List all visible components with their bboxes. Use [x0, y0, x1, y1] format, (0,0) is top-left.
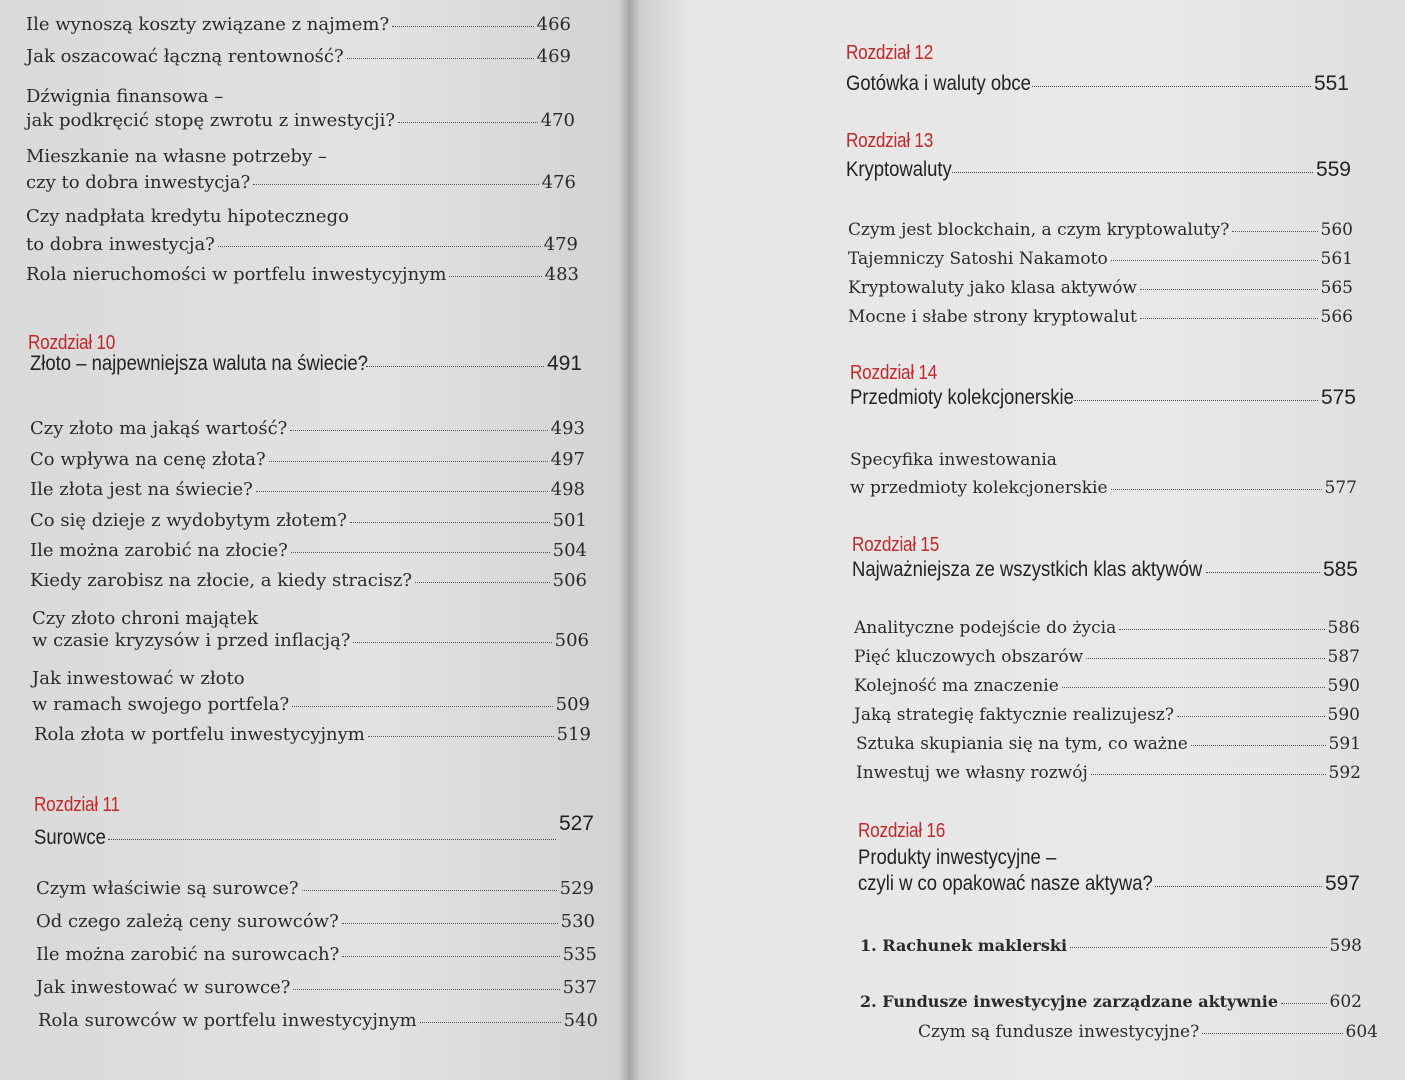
entry-title: Czym jest blockchain, a czym kryptowaluty? — [848, 220, 1230, 240]
entry-title: Ile można zarobić na złocie? — [30, 540, 288, 561]
entry-page: 598 — [1329, 936, 1362, 956]
entry-page: 483 — [544, 264, 579, 285]
chapter-page: 527 — [558, 812, 594, 835]
entry-title: Od czego zależą ceny surowców? — [36, 911, 339, 932]
toc-entry[interactable] — [32, 694, 590, 715]
entry-title: w ramach swojego portfela? — [32, 694, 290, 715]
entry-page: 602 — [1329, 992, 1362, 1012]
entry-title-line1: Dźwignia finansowa – — [26, 86, 224, 107]
entry-page: 530 — [560, 911, 595, 932]
entry-page: 537 — [562, 977, 597, 998]
book-gutter — [618, 0, 640, 1080]
toc-entry[interactable] — [850, 478, 1357, 498]
entry-title: Jak oszacować łączną rentowność? — [26, 46, 344, 67]
entry-page: 519 — [556, 724, 591, 745]
entry-page: 565 — [1320, 278, 1353, 298]
chapter-page: 559 — [1315, 158, 1351, 181]
toc-entry[interactable] — [38, 1010, 598, 1031]
chapter-page: 491 — [546, 352, 582, 375]
entry-page: 466 — [536, 14, 571, 35]
entry-page: 498 — [550, 479, 585, 500]
chapter-page: 575 — [1320, 386, 1356, 409]
toc-entry[interactable] — [848, 249, 1353, 269]
toc-entry[interactable] — [26, 264, 579, 285]
entry-title: Mocne i słabe strony kryptowalut — [848, 307, 1137, 327]
entry-title: Inwestuj we własny rozwój — [856, 763, 1088, 783]
toc-entry[interactable] — [860, 992, 1362, 1012]
toc-entry[interactable] — [848, 307, 1353, 327]
chapter-title-row[interactable] — [852, 558, 1358, 582]
entry-title: Co się dzieje z wydobytym złotem? — [30, 510, 347, 531]
chapter-label: Rozdział 11 — [34, 794, 120, 816]
toc-entry[interactable] — [854, 618, 1360, 638]
entry-page: 535 — [562, 944, 597, 965]
entry-title-line1: Czy złoto chroni majątek — [32, 608, 259, 629]
entry-title: Rola złota w portfelu inwestycyjnym — [34, 724, 365, 745]
entry-page: 587 — [1327, 647, 1360, 667]
chapter-title-row[interactable] — [846, 72, 1349, 96]
entry-page: 470 — [540, 110, 575, 131]
toc-entry[interactable] — [856, 763, 1361, 783]
entry-page: 497 — [550, 449, 585, 470]
toc-entry[interactable] — [848, 220, 1353, 240]
toc-entry[interactable] — [32, 630, 589, 651]
entry-page: 493 — [550, 418, 585, 439]
toc-entry[interactable] — [848, 278, 1353, 298]
entry-title: Kryptowaluty jako klasa aktywów — [848, 278, 1137, 298]
chapter-title: Złoto – najpewniejsza waluta na świecie? — [30, 352, 368, 375]
toc-entry[interactable] — [36, 878, 594, 899]
entry-title: Jaką strategię faktycznie realizujesz? — [854, 705, 1175, 725]
toc-entry[interactable] — [30, 479, 585, 500]
entry-title: Pięć kluczowych obszarów — [854, 647, 1084, 667]
chapter-title-row[interactable] — [30, 352, 582, 376]
toc-entry[interactable] — [26, 172, 576, 193]
toc-entry[interactable] — [36, 977, 597, 998]
entry-title-line1: Jak inwestować w złoto — [32, 668, 245, 689]
entry-title-line1: Specyfika inwestowania — [850, 450, 1057, 470]
entry-title-line1: Mieszkanie na własne potrzeby – — [26, 146, 327, 167]
toc-entry[interactable] — [854, 676, 1360, 696]
entry-title: Jak inwestować w surowce? — [36, 977, 291, 998]
toc-entry[interactable] — [854, 647, 1360, 667]
chapter-title-row[interactable] — [34, 812, 594, 849]
chapter-title: Przedmioty kolekcjonerskie — [850, 386, 1074, 409]
toc-entry[interactable] — [30, 510, 587, 531]
toc-entry[interactable] — [30, 418, 585, 439]
toc-entry[interactable] — [26, 110, 575, 131]
entry-page: 586 — [1327, 618, 1360, 638]
entry-page: 592 — [1328, 763, 1361, 783]
entry-title: Ile wynoszą koszty związane z najmem? — [26, 14, 390, 35]
entry-title: to dobra inwestycja? — [26, 234, 215, 255]
toc-entry[interactable] — [30, 449, 585, 470]
chapter-title: Kryptowaluty — [846, 158, 952, 181]
entry-title: Rola nieruchomości w portfelu inwestycyjnym — [26, 264, 447, 285]
chapter-label: Rozdział 15 — [852, 534, 940, 556]
toc-entry[interactable] — [36, 944, 597, 965]
entry-page: 529 — [559, 878, 594, 899]
chapter-title: Najważniejsza ze wszystkich klas aktywów — [852, 558, 1203, 581]
chapter-title-row[interactable] — [850, 386, 1356, 410]
toc-entry[interactable] — [860, 936, 1362, 956]
entry-title: 2. Fundusze inwestycyjne zarządzane aktywnie — [860, 992, 1279, 1011]
entry-page: 506 — [552, 570, 587, 591]
entry-title: Czym są fundusze inwestycyjne? — [918, 1022, 1200, 1042]
entry-title: Co wpływa na cenę złota? — [30, 449, 266, 470]
entry-title: Ile złota jest na świecie? — [30, 479, 253, 500]
chapter-title: czyli w co opakować nasze aktywa? — [858, 872, 1153, 895]
entry-page: 506 — [554, 630, 589, 651]
chapter-title-row[interactable] — [858, 872, 1360, 896]
entry-page: 561 — [1320, 249, 1353, 269]
entry-title: Rola surowców w portfelu inwestycyjnym — [38, 1010, 417, 1031]
chapter-label: Rozdział 13 — [846, 130, 934, 152]
entry-page: 501 — [552, 510, 587, 531]
chapter-label: Rozdział 12 — [846, 42, 934, 64]
toc-entry[interactable] — [26, 46, 571, 67]
entry-page: 560 — [1320, 220, 1353, 240]
entry-title: czy to dobra inwestycja? — [26, 172, 251, 193]
entry-page: 590 — [1327, 676, 1360, 696]
entry-title: Kiedy zarobisz na złocie, a kiedy stracisz? — [30, 570, 412, 591]
entry-page: 504 — [552, 540, 587, 561]
entry-page: 566 — [1320, 307, 1353, 327]
entry-title: Tajemniczy Satoshi Nakamoto — [848, 249, 1108, 269]
entry-title: Ile można zarobić na surowcach? — [36, 944, 340, 965]
entry-title: Sztuka skupiania się na tym, co ważne — [856, 734, 1188, 754]
entry-page: 469 — [536, 46, 571, 67]
toc-entry[interactable] — [26, 14, 571, 35]
toc-entry[interactable] — [26, 234, 578, 255]
toc-entry[interactable] — [856, 734, 1361, 754]
entry-page: 540 — [563, 1010, 598, 1031]
chapter-page: 551 — [1313, 72, 1349, 95]
entry-title: Analityczne podejście do życia — [854, 618, 1117, 638]
chapter-title: Surowce — [34, 826, 106, 849]
entry-title-line1: Czy nadpłata kredytu hipotecznego — [26, 206, 349, 227]
chapter-title: Gotówka i waluty obce — [846, 72, 1031, 95]
toc-entry[interactable] — [30, 570, 587, 591]
entry-title: jak podkręcić stopę zwrotu z inwestycji? — [26, 110, 396, 131]
entry-page: 476 — [541, 172, 576, 193]
entry-page: 591 — [1328, 734, 1361, 754]
entry-title: Kolejność ma znaczenie — [854, 676, 1059, 696]
chapter-label: Rozdział 10 — [28, 332, 116, 354]
entry-page: 604 — [1345, 1022, 1378, 1042]
entry-title: Czym właściwie są surowce? — [36, 878, 299, 899]
entry-title: w czasie kryzysów i przed inflacją? — [32, 630, 351, 651]
entry-title: w przedmioty kolekcjonerskie — [850, 478, 1108, 498]
entry-page: 509 — [555, 694, 590, 715]
chapter-page: 597 — [1324, 872, 1360, 895]
right-page — [628, 0, 1405, 1080]
toc-entry[interactable] — [30, 540, 587, 561]
entry-title: Czy złoto ma jakąś wartość? — [30, 418, 288, 439]
chapter-page: 585 — [1322, 558, 1358, 581]
chapter-title-row[interactable] — [846, 158, 1351, 182]
toc-entry[interactable] — [36, 911, 595, 932]
entry-page: 479 — [543, 234, 578, 255]
toc-entry[interactable] — [854, 705, 1360, 725]
entry-title: 1. Rachunek maklerski — [860, 936, 1068, 955]
entry-page: 577 — [1324, 478, 1357, 498]
entry-page: 590 — [1327, 705, 1360, 725]
chapter-label: Rozdział 16 — [858, 820, 946, 842]
left-page — [0, 0, 628, 1080]
toc-entry[interactable] — [918, 1022, 1378, 1042]
toc-entry[interactable] — [34, 724, 591, 745]
chapter-label: Rozdział 14 — [850, 362, 938, 384]
chapter-title-line1: Produkty inwestycyjne – — [858, 846, 1057, 869]
